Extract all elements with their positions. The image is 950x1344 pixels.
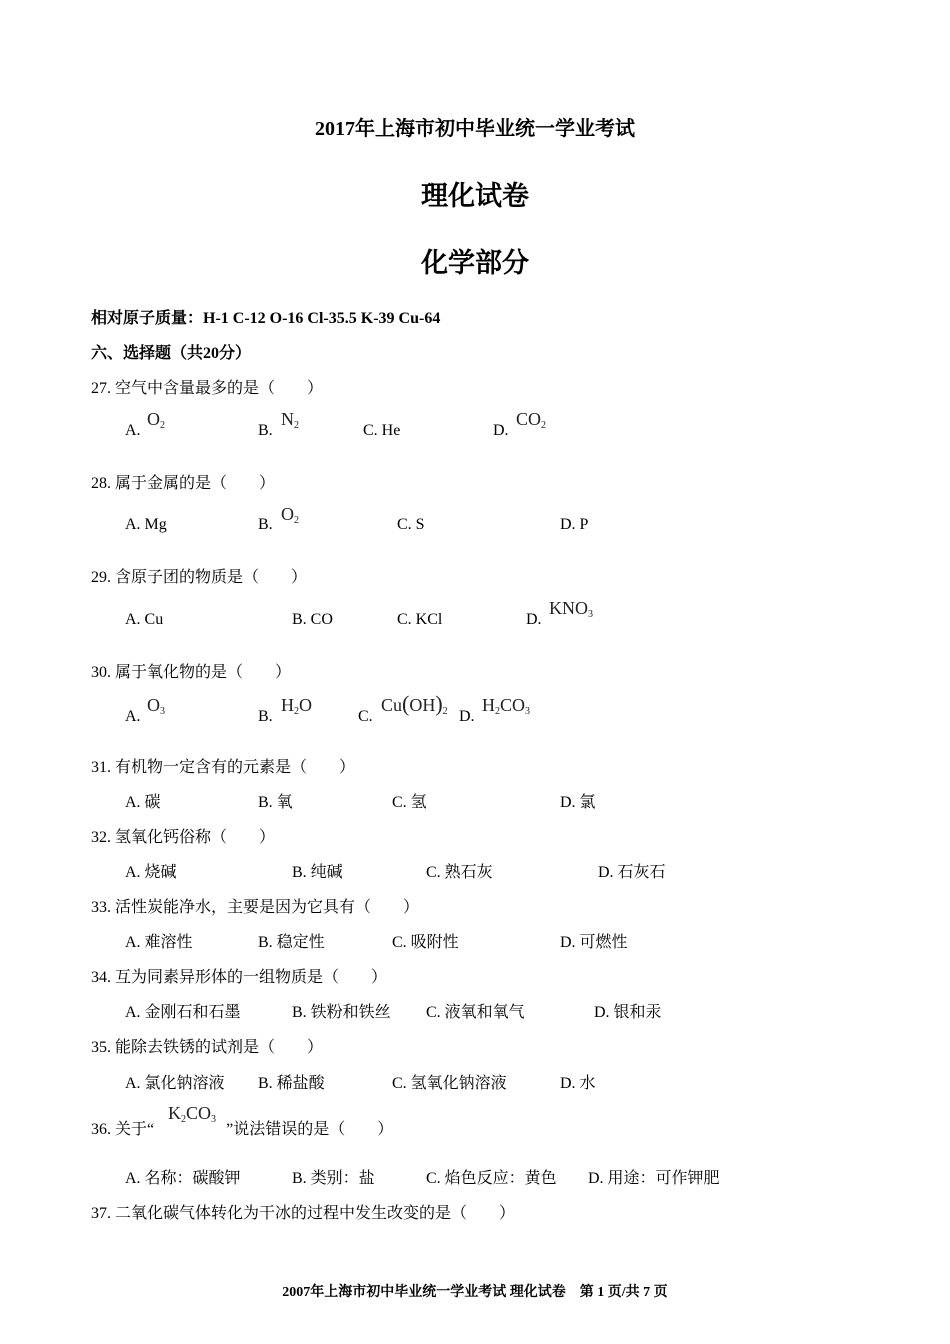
q36-option-c: C. 焰色反应：黄色 <box>426 1170 557 1187</box>
q30-option-a-formula: $O_3$ <box>147 695 165 717</box>
q27-option-a-formula: $O_2$ <box>147 409 165 431</box>
q27-option-a-label: A. <box>125 422 141 439</box>
question-37-stem: 37. 二氧化碳气体转化为干冰的过程中发生改变的是（ ） <box>91 1205 516 1222</box>
q31-option-d: D. 氯 <box>560 794 596 811</box>
q35-option-c: C. 氢氧化钠溶液 <box>392 1075 507 1092</box>
q35-option-a: A. 氯化钠溶液 <box>125 1075 225 1092</box>
q31-option-b: B. 氧 <box>258 794 293 811</box>
q33-option-a: A. 难溶性 <box>125 934 193 951</box>
q32-option-c: C. 熟石灰 <box>426 864 493 881</box>
q29-option-a: A. Cu <box>125 611 164 628</box>
question-32-stem: 32. 氢氧化钙俗称（ ） <box>91 829 276 846</box>
q30-option-d-label: D. <box>459 708 475 725</box>
q31-option-a: A. 碳 <box>125 794 161 811</box>
paper-title: 理化试卷 <box>421 181 529 212</box>
q28-option-a: A. Mg <box>125 516 167 533</box>
section-title: 化学部分 <box>421 248 529 279</box>
q28-option-b-formula: $O_2$ <box>281 504 299 526</box>
q36-option-a: A. 名称：碳酸钾 <box>125 1170 241 1187</box>
q35-option-d: D. 水 <box>560 1075 596 1092</box>
atomic-masses: 相对原子质量：H-1 C-12 O-16 Cl-35.5 K-39 Cu-64 <box>91 310 441 327</box>
q33-option-d: D. 可燃性 <box>560 934 628 951</box>
q29-option-c: C. KCl <box>397 611 443 628</box>
q29-option-d-formula: $KNO_3$ <box>549 598 593 620</box>
exam-title: 2017年上海市初中毕业统一学业考试 <box>315 118 635 140</box>
q30-option-c-formula: $Cu(OH)_2$ <box>381 691 448 717</box>
q28-option-c: C. S <box>397 516 425 533</box>
q32-option-d: D. 石灰石 <box>598 864 666 881</box>
q34-option-c: C. 液氧和氧气 <box>426 1004 525 1021</box>
question-28-stem: 28. 属于金属的是（ ） <box>91 475 276 492</box>
question-33-stem: 33. 活性炭能净水，主要是因为它具有（ ） <box>91 899 420 916</box>
q33-option-c: C. 吸附性 <box>392 934 459 951</box>
q34-option-d: D. 银和汞 <box>594 1004 662 1021</box>
q27-option-d-formula: $CO_2$ <box>516 409 547 431</box>
q30-option-d-formula: $H_2CO_3$ <box>482 695 531 717</box>
q34-option-a: A. 金刚石和石墨 <box>125 1004 241 1021</box>
q27-option-b-label: B. <box>258 422 273 439</box>
q29-option-b: B. CO <box>292 611 333 628</box>
question-27-stem: 27. 空气中含量最多的是（ ） <box>91 380 324 397</box>
q33-option-b: B. 稳定性 <box>258 934 325 951</box>
q35-option-b: B. 稀盐酸 <box>258 1075 325 1092</box>
q36-formula: $K_2CO_3$ <box>168 1103 217 1125</box>
question-30-stem: 30. 属于氧化物的是（ ） <box>91 664 292 681</box>
q27-option-b-formula: $N_2$ <box>281 409 299 431</box>
page-footer: 2007年上海市初中毕业统一学业考试 理化试卷 第 1 页/共 7 页 <box>282 1285 668 1300</box>
part-title: 六、选择题（共20分） <box>91 345 252 362</box>
q30-option-a-label: A. <box>125 708 141 725</box>
q30-option-b-formula: $H_2O$ <box>281 695 312 717</box>
question-29-stem: 29. 含原子团的物质是（ ） <box>91 569 308 586</box>
q28-option-b-label: B. <box>258 516 273 533</box>
question-34-stem: 34. 互为同素异形体的一组物质是（ ） <box>91 969 388 986</box>
question-31-stem: 31. 有机物一定含有的元素是（ ） <box>91 759 356 776</box>
q36-option-b: B. 类别：盐 <box>292 1170 375 1187</box>
q31-option-c: C. 氢 <box>392 794 427 811</box>
q30-option-c-label: C. <box>358 708 373 725</box>
q32-option-b: B. 纯碱 <box>292 864 343 881</box>
q34-option-b: B. 铁粉和铁丝 <box>292 1004 391 1021</box>
q32-option-a: A. 烧碱 <box>125 864 177 881</box>
q28-option-d: D. P <box>560 516 589 533</box>
q27-option-c: C. He <box>363 422 401 439</box>
question-36-stem: 36. 关于“ ”说法错误的是（ ） <box>91 1121 394 1138</box>
q29-option-d-label: D. <box>526 611 542 628</box>
q36-option-d: D. 用途：可作钾肥 <box>588 1170 720 1187</box>
q30-option-b-label: B. <box>258 708 273 725</box>
q27-option-d-label: D. <box>493 422 509 439</box>
question-35-stem: 35. 能除去铁锈的试剂是（ ） <box>91 1039 324 1056</box>
